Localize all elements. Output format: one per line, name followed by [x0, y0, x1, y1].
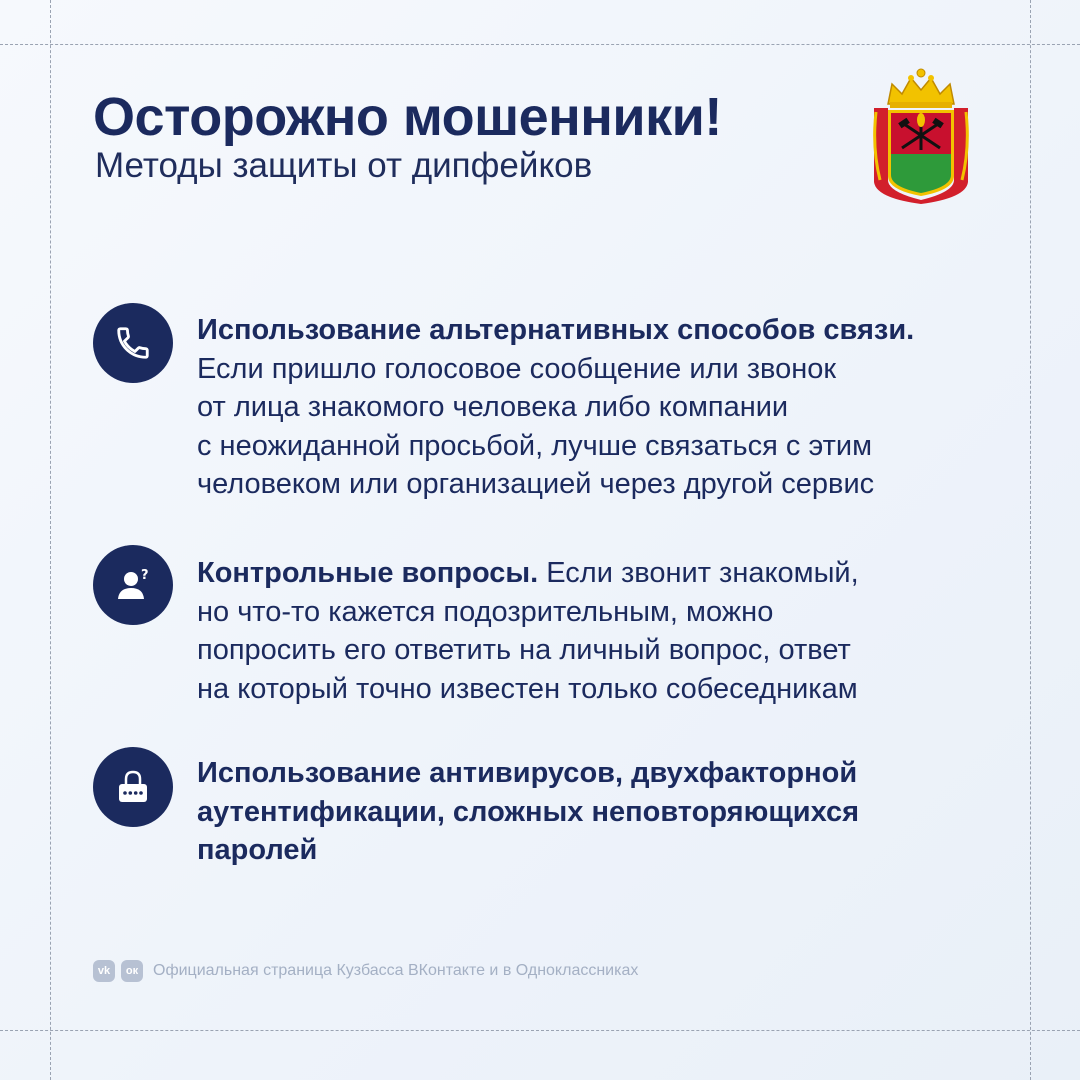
item-title: паролей	[197, 834, 318, 866]
item-title: аутентификации, сложных неповторяющихся	[197, 795, 860, 828]
item-title: Контрольные вопросы.	[197, 557, 539, 589]
item-text	[197, 311, 997, 504]
item-line: но что-то кажется подозрительным, можно	[197, 595, 774, 628]
person-question-icon	[111, 563, 155, 607]
lock-icon-badge	[93, 747, 173, 827]
item-title: Использование альтернативных способов связи.	[197, 314, 915, 346]
phone-icon	[114, 324, 152, 362]
page-subtitle: Методы защиты от дипфейков	[95, 146, 593, 185]
guide-line-top	[0, 44, 1080, 45]
footer-text: Официальная страница Кузбасса ВКонтакте и в Одноклассниках	[153, 962, 639, 979]
item-title: Использование антивирусов, двухфакторной	[197, 757, 858, 789]
item-line: с неожиданной просьбой, лучше связаться с этим	[197, 429, 873, 462]
item-line: человеком или организацией через другой сервис	[197, 468, 875, 500]
item-text	[197, 754, 997, 870]
guide-line-right	[1030, 0, 1031, 1080]
item-line: Если звонит знакомый,	[538, 557, 859, 589]
odnoklassniki-icon[interactable]: ок	[121, 960, 143, 982]
page-title: Осторожно мошенники!	[93, 87, 722, 147]
kuzbass-coat-of-arms-icon	[866, 68, 976, 204]
guide-line-bottom	[0, 1030, 1080, 1031]
phone-icon-badge	[93, 303, 173, 383]
footer	[93, 958, 638, 984]
lock-icon	[113, 767, 153, 807]
svg-text:?: ?	[141, 568, 149, 583]
item-line: Если пришло голосовое сообщение или звонок	[197, 352, 837, 385]
guide-line-left	[50, 0, 51, 1080]
vk-icon[interactable]: vk	[93, 960, 115, 982]
person-question-icon-badge	[93, 545, 173, 625]
item-text	[197, 554, 997, 708]
item-line: на который точно известен только собеседникам	[197, 672, 858, 705]
item-line: попросить его ответить на личный вопрос, ответ	[197, 634, 851, 666]
item-line: от лица знакомого человека либо компании	[197, 391, 789, 423]
